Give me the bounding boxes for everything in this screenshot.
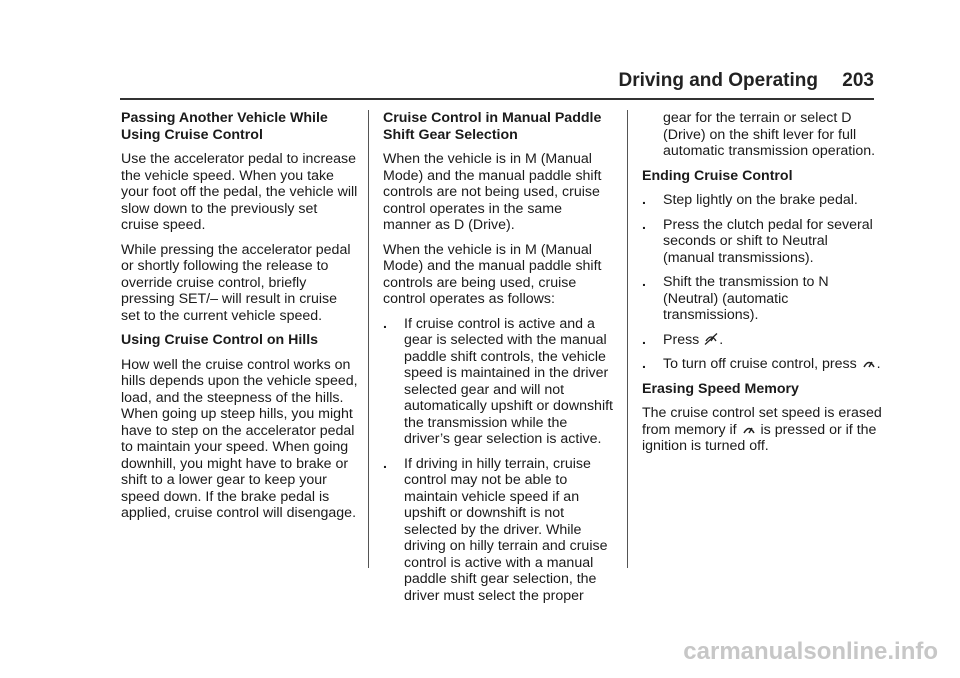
paragraph-text: The cruise control set speed is erased from memory if xyxy=(642,405,882,438)
bullet-marker: . xyxy=(642,192,646,208)
bullet-marker: . xyxy=(642,356,646,372)
heading-erasing-speed-memory: Erasing Speed Memory xyxy=(642,380,799,397)
heading-manual-paddle-shift: Cruise Control in Manual Paddle Shift Gear Selection xyxy=(383,110,602,143)
list-item-text: . xyxy=(876,356,881,372)
heading-cruise-on-hills: Using Cruise Control on Hills xyxy=(121,332,319,348)
list-item-text: Step lightly on the brake pedal. xyxy=(663,192,858,208)
cruise-control-icon xyxy=(742,422,756,436)
section-title: Driving and Operating xyxy=(618,70,818,91)
list-item xyxy=(383,316,613,448)
paragraph: Use the accelerator pedal to increase the vehicle speed. When you take your foot off the pedal, the vehicle will slow down to the previously set cruise speed. xyxy=(121,151,358,233)
list-item xyxy=(642,356,882,373)
list-item-text: Press the clutch pedal for several seconds or shift to Neutral (manual transmissions). xyxy=(663,216,873,266)
list-item-text: If cruise control is active and a gear is selected with the manual paddle shift controls, the vehicle speed is maintained in the driver selected gear and will not automatically upshift or downshift the transmission while the driver’s gear selection is active. xyxy=(404,315,613,447)
paragraph-continuation: gear for the terrain or select D (Drive) on the shift lever for full automatic transmission operation. xyxy=(663,110,876,159)
page-number: 203 xyxy=(842,70,874,91)
list-item xyxy=(642,217,882,267)
list-item xyxy=(642,332,882,349)
list-item-text: To turn off cruise control, press xyxy=(663,356,857,372)
watermark: carmanualsonline.info xyxy=(683,638,938,665)
bullet-marker: . xyxy=(642,216,646,233)
list-item-text: . xyxy=(719,331,724,348)
list-item-text: Shift the transmission to N (Neutral) (automatic transmissions). xyxy=(663,274,829,323)
bullet-marker: . xyxy=(642,274,646,290)
list-item xyxy=(383,456,613,605)
bullet-marker: . xyxy=(642,331,646,348)
paragraph: When the vehicle is in M (Manual Mode) and the manual paddle shift controls are being used, cruise control operates as follows: xyxy=(383,241,602,307)
column-3 xyxy=(642,110,882,463)
paragraph: When the vehicle is in M (Manual Mode) and the manual paddle shift controls are not being used, cruise control operates in the same manner as D (Drive). xyxy=(383,151,602,233)
cruise-cancel-icon xyxy=(704,332,718,346)
column-2 xyxy=(383,110,613,612)
cruise-control-icon xyxy=(862,356,876,370)
paragraph: How well the cruise control works on hills depends upon the vehicle speed, load, and the steepness of the hills. When going up steep hills, you might have to step on the accelerator pedal to maintain your speed. When going downhill, you might have to brake or shift to a lower gear to keep your speed down. If the brake pedal is applied, cruise control will disengage. xyxy=(121,356,358,521)
heading-ending-cruise: Ending Cruise Control xyxy=(642,167,793,184)
list-item xyxy=(642,192,882,209)
paragraph-text: is pressed or if the ignition is turned off. xyxy=(642,421,877,454)
column-divider-2 xyxy=(627,110,628,568)
header-divider xyxy=(120,98,874,100)
column-divider-1 xyxy=(368,110,369,568)
list-item-text: Press xyxy=(663,331,700,348)
paragraph xyxy=(642,405,882,455)
column-1 xyxy=(121,110,359,530)
bullet-marker: . xyxy=(383,315,387,332)
bullet-list xyxy=(642,192,882,373)
bullet-marker: . xyxy=(383,455,387,472)
bullet-list xyxy=(383,316,613,605)
list-item xyxy=(642,274,882,324)
paragraph: While pressing the accelerator pedal or shortly following the release to override cruise control, briefly pressing SET/– will result in cruise set to the current vehicle speed. xyxy=(121,241,351,324)
heading-passing-vehicle: Passing Another Vehicle While Using Cruise Control xyxy=(121,110,328,143)
list-item-text: If driving in hilly terrain, cruise control may not be able to maintain vehicle speed if an upshift or downshift is not selected by the driver. While driving on hilly terrain and cruise control is active with a manual paddle shift gear selection, the driver must select the proper xyxy=(404,455,608,604)
